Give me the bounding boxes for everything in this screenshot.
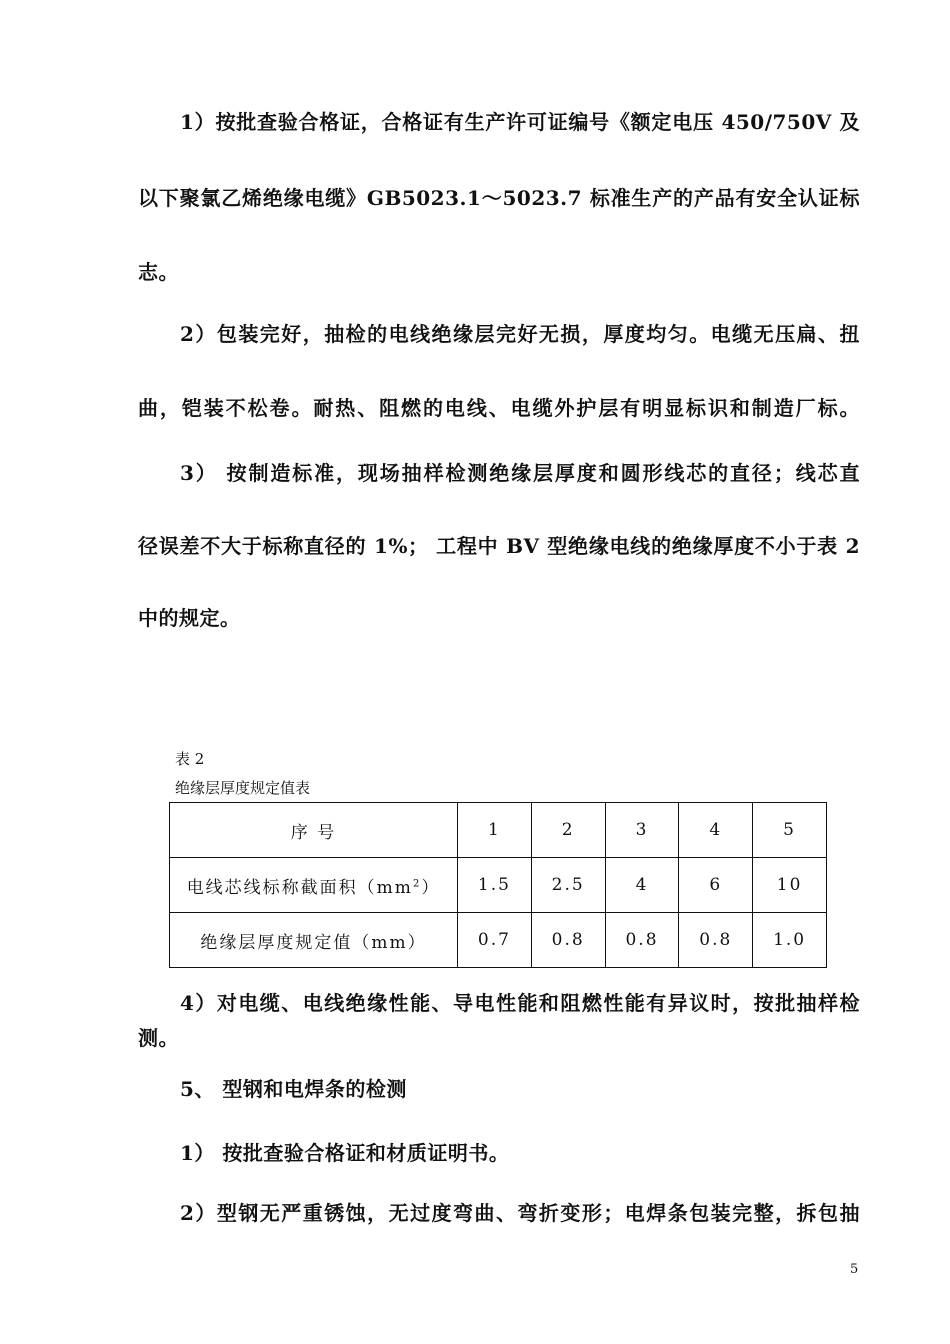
superscript: 2 xyxy=(412,877,422,889)
paragraph-3-line-1: 3） 按制造标准，现场抽样检测绝缘层厚度和圆形线芯的直径；线芯直 xyxy=(180,461,860,485)
section-5-item-2: 2）型钢无严重锈蚀，无过度弯曲、弯折变形；电焊条包装完整，拆包抽 xyxy=(180,1201,860,1225)
paragraph-2-line-2: 曲，铠装不松卷。耐热、阻燃的电线、电缆外护层有明显标识和制造厂标。 xyxy=(138,396,860,420)
table-cell: 5 xyxy=(753,803,827,858)
table-cell: 2.5 xyxy=(531,858,605,913)
table-cell: 0.8 xyxy=(605,913,679,968)
insulation-thickness-table xyxy=(169,802,827,968)
table-cell: 2 xyxy=(531,803,605,858)
table-label: 表 2 xyxy=(175,750,205,768)
paragraph-4-line-2: 测。 xyxy=(138,1026,179,1050)
table-cell: 1 xyxy=(458,803,532,858)
paragraph-1-line-1: 1）按批查验合格证，合格证有生产许可证编号《额定电压 450/750V 及 xyxy=(180,110,860,134)
page-number: 5 xyxy=(850,1262,859,1277)
paragraph-1-line-2: 以下聚氯乙烯绝缘电缆》GB5023.1～5023.7 标准生产的产品有安全认证标 xyxy=(138,186,860,210)
section-5-item-1: 1） 按批查验合格证和材质证明书。 xyxy=(180,1141,510,1165)
table-row xyxy=(170,858,827,913)
table-cell: 1.5 xyxy=(458,858,532,913)
paragraph-1-line-3: 志。 xyxy=(138,260,179,284)
table-row-header xyxy=(170,858,458,913)
table-cell: 4 xyxy=(605,858,679,913)
table-row-header: 序 号 xyxy=(170,803,458,858)
table-cell: 0.7 xyxy=(458,913,532,968)
table-row-header: 绝缘层厚度规定值（mm） xyxy=(170,913,458,968)
table-cell: 4 xyxy=(679,803,753,858)
table-cell: 6 xyxy=(679,858,753,913)
table-cell: 10 xyxy=(753,858,827,913)
header-text: 电线芯线标称截面积（mm xyxy=(186,877,413,898)
paragraph-3-line-2: 径误差不大于标称直径的 1%； 工程中 BV 型绝缘电线的绝缘厚度不小于表 2 xyxy=(138,534,860,558)
paragraph-4-line-1: 4）对电缆、电线绝缘性能、导电性能和阻燃性能有异议时，按批抽样检 xyxy=(180,991,860,1015)
table-cell: 3 xyxy=(605,803,679,858)
paragraph-2-line-1: 2）包装完好，抽检的电线绝缘层完好无损，厚度均匀。电缆无压扁、扭 xyxy=(180,322,860,346)
table-cell: 1.0 xyxy=(753,913,827,968)
table-cell: 0.8 xyxy=(679,913,753,968)
paragraph-3-line-3: 中的规定。 xyxy=(138,606,241,630)
table-row xyxy=(170,913,827,968)
table-cell: 0.8 xyxy=(531,913,605,968)
table-title: 绝缘层厚度规定值表 xyxy=(175,779,311,797)
section-5-heading: 5、 型钢和电焊条的检测 xyxy=(180,1077,407,1101)
table-row xyxy=(170,803,827,858)
header-text-end: ） xyxy=(421,877,441,898)
